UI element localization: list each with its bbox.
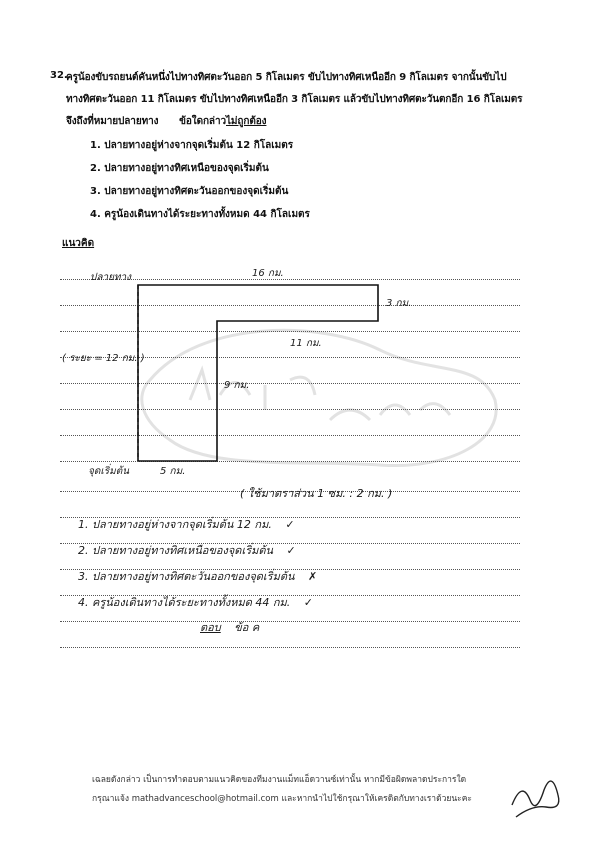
question-line-2: ทางทิศตะวันออก 11 กิโลเมตร ขับไปทางทิศเหนืออีก 3 กิโลเมตร แล้วขับไปทางทิศตะวันตกอีก 16 กิโลเมตร [66,94,523,105]
footer-line-2-post: และหากนำไปใช้กรุณาให้เครดิตกับทางเราด้วยนะคะ [281,794,472,804]
choice-4: 4. ครูน้องเดินทางได้ระยะทางทั้งหมด 44 กิโลเมตร [90,209,310,220]
footer-line-1: เฉลยดังกล่าว เป็นการทำตอบตามแนวคิดของทีมงานแม็ทแอ็ดวานซ์เท่านั้น หากมีข้อผิดพลาดประการใด [92,775,467,785]
cross-mark-icon: ✗ [308,570,318,583]
solution-heading: แนวคิด [62,238,95,249]
check-mark-icon: ✓ [286,544,296,557]
question-line-3-text: จึงถึงที่หมายปลายทาง [66,116,159,127]
footer-line-2 [92,791,472,805]
label-bottom-distance: 5 กม. [160,466,186,477]
final-answer-value: ข้อ ค [234,621,260,634]
answer-text-2: 2. ปลายทางอยู่ทางทิศเหนือของจุดเริ่มต้น [78,544,274,557]
label-displacement: ( ระยะ = 12 กม. ) [62,353,145,364]
answer-text-3: 3. ปลายทางอยู่ทางทิศตะวันออกของจุดเริ่มต้น [78,570,295,583]
question-number: 32. [50,70,68,81]
contact-email: mathadvanceschool@hotmail.com [131,794,279,804]
answer-row-1 [78,515,295,533]
scale-note: ( ใช้มาตราส่วน 1 ซม. : 2 กม. ) [240,487,393,500]
answer-row-4 [78,593,313,611]
question-prompt-lead: ข้อใดกล่าว [179,116,226,127]
choice-2: 2. ปลายทางอยู่ทางทิศเหนือของจุดเริ่มต้น [90,163,269,174]
label-right-distance: 3 กม. [386,298,412,309]
label-start: จุดเริ่มต้น [88,466,130,477]
final-answer [200,618,259,636]
choice-1: 1. ปลายทางอยู่ห่างจากจุดเริ่มต้น 12 กิโลเมตร [90,140,294,151]
label-vertical-distance: 9 กม. [224,380,250,391]
route-path [138,285,378,461]
label-top-distance: 16 กม. [252,268,284,279]
check-mark-icon: ✓ [285,518,295,531]
footer-line-2-pre: กรุณาแจ้ง [92,794,129,804]
choice-3: 3. ปลายทางอยู่ทางทิศตะวันออกของจุดเริ่มต้น [90,186,289,197]
label-end: ปลายทาง [90,272,132,283]
final-answer-label: ตอบ [200,621,221,634]
question-prompt-emph: ไม่ถูกต้อง [226,116,267,127]
answer-text-1: 1. ปลายทางอยู่ห่างจากจุดเริ่มต้น 12 กม. [78,518,272,531]
question-line-1: ครูน้องขับรถยนต์คันหนึ่งไปทางทิศตะวันออก 5 กิโลเมตร ขับไปทางทิศเหนืออีก 9 กิโลเมตร จากนั้นขับไป [66,72,507,83]
answer-row-2 [78,541,296,559]
label-middle-distance: 11 กม. [290,338,322,349]
answer-row-3 [78,567,317,585]
check-mark-icon: ✓ [303,596,314,609]
answer-text-4: 4. ครูน้องเดินทางได้ระยะทางทั้งหมด 44 กม. [78,596,291,609]
